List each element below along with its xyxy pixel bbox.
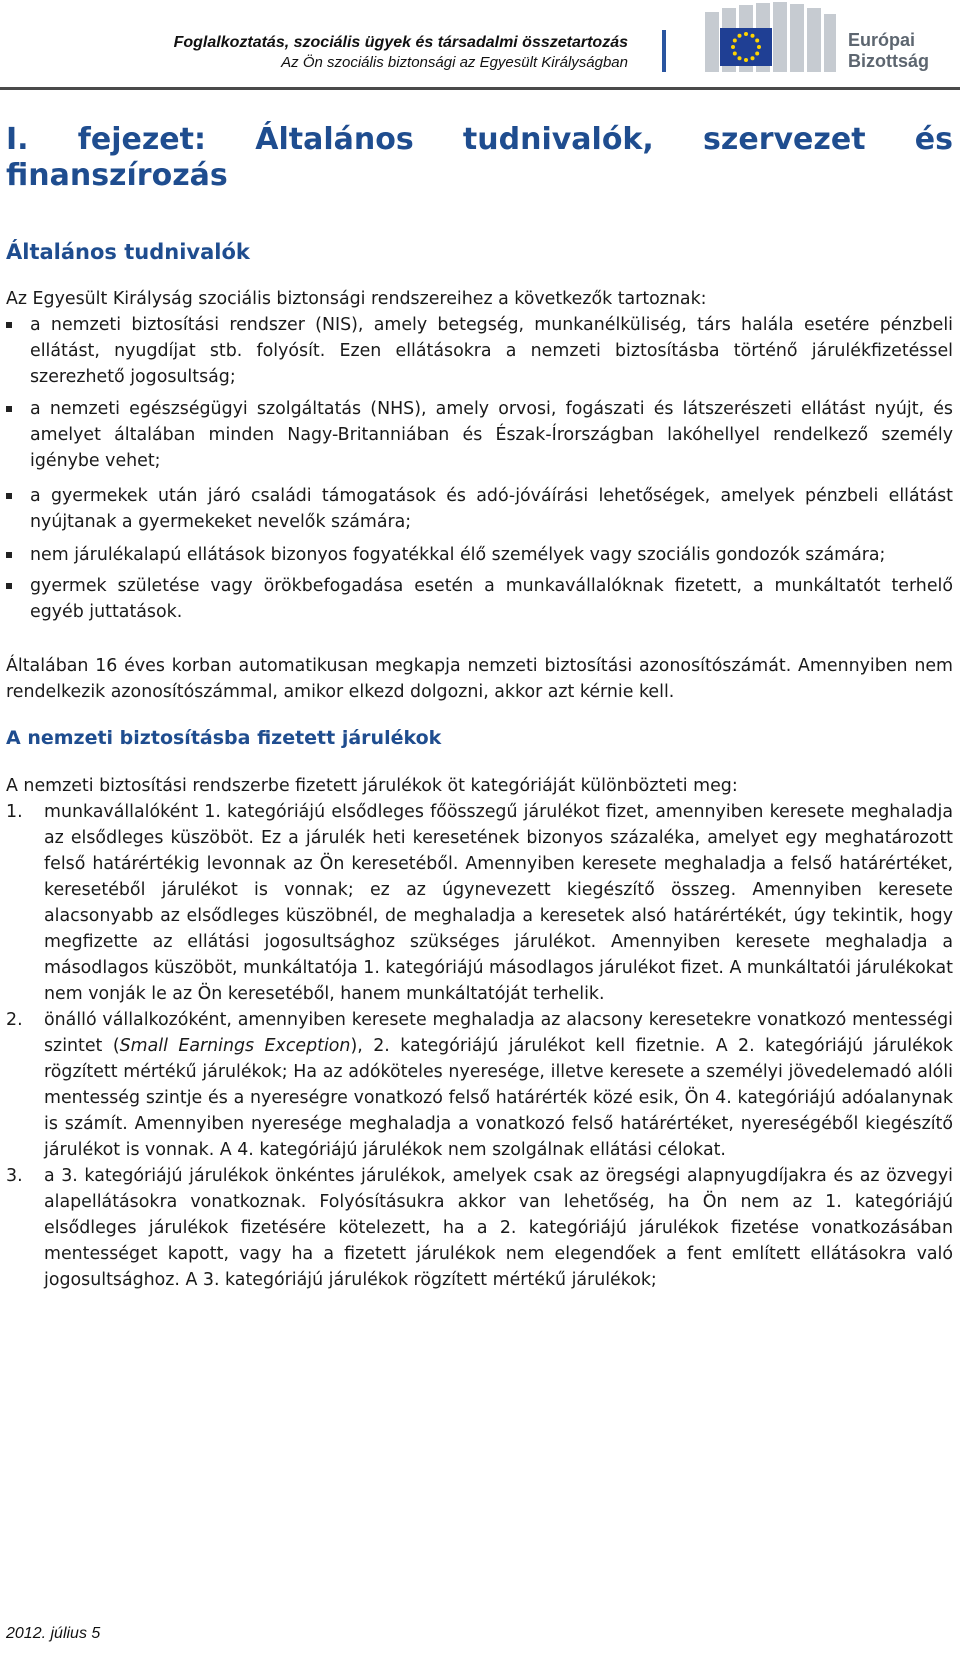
list-item — [6, 573, 953, 625]
chapter-title: I. fejezet: Általános tudnivalók, szervezet és finanszírozás — [6, 122, 953, 193]
list-item — [6, 312, 953, 390]
contributions-intro: A nemzeti biztosítási rendszerbe fizetett járulékok öt kategóriáját különbözteti meg: — [6, 776, 738, 796]
list-item-number: 2. — [6, 1010, 23, 1030]
commission-name-line1: Európai — [848, 30, 916, 50]
list-item — [6, 799, 953, 1007]
list-item-text: a nemzeti biztosítási rendszer (NIS), amely betegség, munkanélküliség, társ halála esetére pénzbeli ellátást, nyugdíjat stb. folyósít. Ezen ellátásokra a nemzeti biztosításba történő járulékfizetéssel szerezhető jogosultság; — [30, 315, 953, 387]
text-part: önálló vállalkozóként, amennyiben keresete meghaladja az alacsony keresetekre vonatkozó mentességi szintet ( — [44, 1010, 953, 1056]
section-heading-general: Általános tudnivalók — [6, 240, 250, 264]
commission-name — [848, 30, 929, 72]
commission-name-line2: Bizottság — [848, 51, 929, 71]
header-title: Foglalkoztatás, szociális ügyek és társadalmi összetartozás — [173, 34, 628, 51]
list-item — [6, 396, 953, 474]
list-item — [6, 542, 953, 568]
list-item — [6, 1163, 953, 1293]
page-header — [0, 0, 960, 90]
schemes-list — [6, 312, 953, 625]
list-item — [6, 483, 953, 535]
list-item-number: 3. — [6, 1166, 23, 1186]
header-rule — [0, 87, 960, 90]
bullet-icon — [6, 552, 12, 558]
text-part: ), 2. kategóriájú járulékot kell fizetnie. A 2. kategóriájú járulékok rögzített mértékű járulékok; Ha az adóköteles nyeresége, illetve keresete a személyi jövedelemadó alóli mentesség szintje és a nyereségre vonatkozó felső határérték közé esik, Ön 4. kategóriájú adóalanynak is számít. Amennyiben nyeresége meghaladja a vonatkozó felső határértéket, nyereségéből kiegészítő járulékot is vonnak. A 4. kategóriájú járulékok nem szolgálnak ellátási célokat. — [44, 1036, 953, 1160]
page-footer: 2012. július 5 — [6, 1625, 101, 1642]
list-item-text — [44, 1010, 953, 1160]
id-number-paragraph: Általában 16 éves korban automatikusan megkapja nemzeti biztosítási azonosítószámát. Amennyiben nem rendelkezik azonosítószámmal, amikor elkezd dolgozni, akkor azt kérnie kell. — [6, 656, 953, 702]
list-item-text: nem járulékalapú ellátások bizonyos fogyatékkal élő személyek vagy szociális gondozók számára; — [30, 545, 886, 565]
list-item-text: a nemzeti egészségügyi szolgáltatás (NHS), amely orvosi, fogászati és látszerészeti ellátást nyújt, és amelyet általában minden Nagy-Britanniában és Észak-Írországban lakóhellyel rendelkező személy igénybe vehet; — [30, 399, 953, 471]
bullet-icon — [6, 493, 12, 499]
list-item-text: a 3. kategóriájú járulékok önkéntes járulékok, amelyek csak az öregségi alapnyugdíjakra és az özvegyi alapellátásokra vonatkoznak. Folyósításukra akkor van lehetőség, ha Ön nem az 1. kategóriájú elsődleges járulékok fizetésére kötelezett, ha a 2. kategóriájú járulékok fizetése vonatkozásában mentességet kapott, vagy ha a fizetett járulékok nem elegendőek a fent említett ellátásokra való jogosultsághoz. A 3. kategóriájú járulékok rögzített mértékű járulékok; — [44, 1166, 953, 1290]
page-content — [6, 122, 953, 1293]
bullet-icon — [6, 322, 12, 328]
list-item-text: a gyermekek után járó családi támogatások és adó-jóváírási lehetőségek, amelyek pénzbeli ellátást nyújtanak a gyermekeket nevelők számára; — [30, 486, 953, 532]
header-text — [174, 33, 628, 73]
list-item-number: 1. — [6, 802, 23, 822]
bullet-icon — [6, 406, 12, 412]
contribution-categories-list — [6, 799, 953, 1293]
header-subtitle: Az Ön szociális biztonsági az Egyesült Királyságban — [281, 54, 628, 71]
section-intro: Az Egyesült Királyság szociális biztonsági rendszereihez a következők tartoznak: — [6, 289, 707, 309]
header-divider — [662, 30, 666, 72]
list-item-text: munkavállalóként 1. kategóriájú elsődleges főösszegű járulékot fizet, amennyiben keresete meghaladja az elsődleges küszöböt. Ez a járulék heti keresetének bizonyos százaléka, amelyet egy meghatározott felső határértékig levonnak az Ön keresetéből. Amennyiben keresete meghaladja a felső határértéket, keresetéből járulékot is vonnak; ez az úgynevezett kiegészítő összeg. Amennyiben keresete alacsonyabb az elsődleges küszöbnél, de meghaladja a keresetek alsó határértékét, úgy tekintik, hogy megfizette az ellátási jogosultsághoz szükséges járulékot. Amennyiben keresete meghaladja a másodlagos küszöböt, munkáltatója 1. kategóriájú másodlagos járulékot fizet. A munkáltatói járulékokat nem vonják le az Ön keresetéből, hanem munkáltatóját terhelik. — [44, 802, 953, 1004]
section-heading-contributions: A nemzeti biztosításba fizetett járulékok — [6, 727, 442, 749]
bullet-icon — [6, 583, 12, 589]
list-item-text: gyermek születése vagy örökbefogadása esetén a munkavállalóknak fizetett, a munkáltatót terhelő egyéb juttatások. — [30, 576, 953, 622]
italic-term: Small Earnings Exception — [119, 1036, 351, 1056]
list-item — [6, 1007, 953, 1163]
